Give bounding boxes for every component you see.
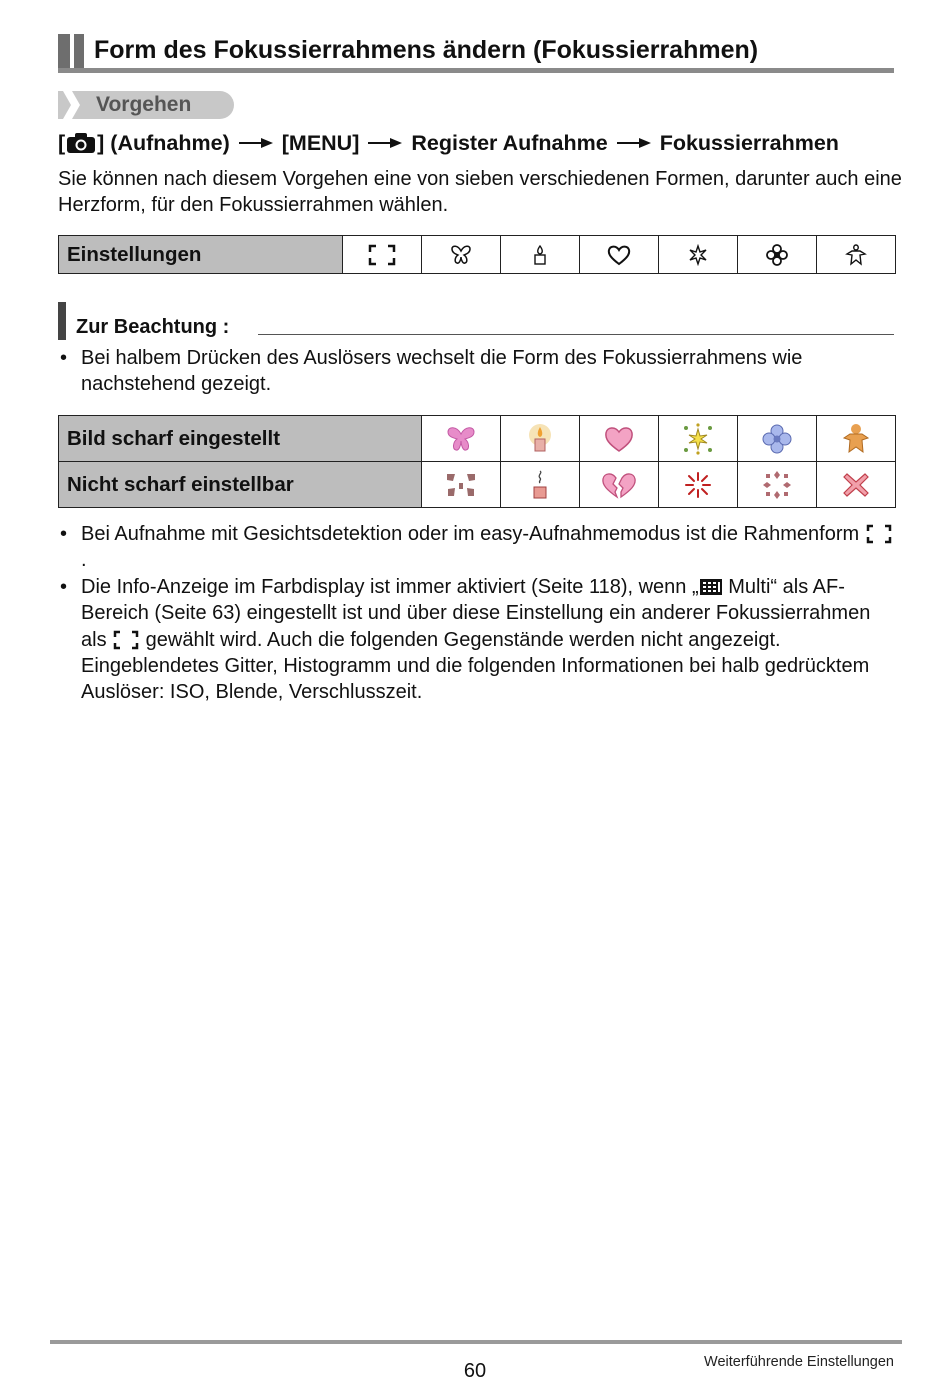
bullet-2-text-a: Bei Aufnahme mit Gesichtsdetektion oder im easy-Aufnahmemodus ist die Rahmenform <box>81 523 865 545</box>
unfocused-sparkle-cell <box>659 462 738 508</box>
multi-af-grid-icon <box>699 577 723 597</box>
note-bullet-1-text: Bei halbem Drücken des Auslösers wechselt die Form des Fokussierrahmens wie nachstehend gezeigt. <box>81 347 803 396</box>
sparkle-yellow-icon <box>681 423 715 455</box>
footer-section-title: Weiterführende Einstellungen <box>704 1354 894 1370</box>
title-underline <box>58 68 894 73</box>
path-step-menu: [MENU] <box>281 131 360 155</box>
footer-rule <box>50 1340 902 1344</box>
focused-flower-cell <box>738 416 817 462</box>
path-step-register: Register Aufnahme <box>411 131 608 155</box>
flower-blue-icon <box>762 424 792 454</box>
path-step-fokussierrahmen: Fokussierrahmen <box>659 131 839 155</box>
note-bullet-2-text <box>81 521 898 574</box>
settings-option-butterfly[interactable] <box>422 236 501 274</box>
heart-broken-icon <box>600 470 638 500</box>
settings-label: Einstellungen <box>59 236 343 274</box>
bullet-3-text-b: Multi“ als AF-Bereich (Seite 63) eingestellt ist und über diese Einstellung ein anderer Fokussierrahmen als <box>81 576 871 651</box>
focus-result-table <box>58 415 896 508</box>
settings-option-bracket[interactable] <box>343 236 422 274</box>
row-label-not-focused: Nicht scharf einstellbar <box>59 462 422 508</box>
settings-table <box>58 235 896 274</box>
gingerbread-orange-icon <box>842 423 870 455</box>
note-bar-decoration <box>58 302 66 340</box>
heart-outline-icon <box>607 244 631 266</box>
note-bullet-3 <box>58 574 898 705</box>
candle-outline-icon <box>531 244 549 266</box>
heart-pink-icon <box>604 425 634 453</box>
focused-gingerbread-cell <box>817 416 896 462</box>
butterfly-broken-icon <box>444 471 478 499</box>
bullet-dot: • <box>60 347 68 369</box>
settings-option-heart[interactable] <box>580 236 659 274</box>
settings-option-gingerbread[interactable] <box>817 236 896 274</box>
candle-out-icon <box>530 469 550 501</box>
settings-option-sparkle[interactable] <box>659 236 738 274</box>
title-bar-decoration <box>74 34 84 72</box>
butterfly-outline-icon <box>450 244 472 266</box>
page-title: Form des Fokussierrahmens ändern (Fokussierrahmen) <box>94 36 759 64</box>
note-bullet-2 <box>58 521 898 574</box>
settings-option-flower[interactable] <box>738 236 817 274</box>
path-step-aufnahme: ] (Aufnahme) <box>97 131 230 155</box>
bullet-dot: • <box>60 576 68 598</box>
camera-icon <box>66 132 96 154</box>
camera-bracket: [ <box>58 128 97 158</box>
note-bullet-1 <box>58 345 898 398</box>
focused-candle-cell <box>501 416 580 462</box>
focused-heart-cell <box>580 416 659 462</box>
menu-path <box>58 128 839 158</box>
candle-lit-icon <box>525 423 555 455</box>
unfocused-butterfly-cell <box>422 462 501 508</box>
bullet-3-text-c: gewählt wird. Auch die folgenden Gegenstände werden nicht angezeigt. <box>140 628 781 651</box>
procedure-badge-label: Vorgehen <box>96 93 192 116</box>
page-number: 60 <box>463 1360 487 1382</box>
row-label-focused: Bild scharf eingestellt <box>59 416 422 462</box>
unfocused-heart-cell <box>580 462 659 508</box>
bullet-3-text-d: Eingeblendetes Gitter, Histogramm und die folgenden Informationen bei halb gedrücktem Auslöser: ISO, Blende, Verschlusszeit. <box>81 654 870 704</box>
unfocused-flower-cell <box>738 462 817 508</box>
bracket-frame-icon <box>112 630 140 650</box>
unfocused-cross-cell <box>817 462 896 508</box>
focused-sparkle-cell <box>659 416 738 462</box>
intro-paragraph: Sie können nach diesem Vorgehen eine von sieben verschiedenen Formen, darunter auch eine Herzform, für den Fokussierrahmen wählen. <box>58 168 902 216</box>
unfocused-candle-cell <box>501 462 580 508</box>
gingerbread-outline-icon <box>845 244 867 266</box>
focused-butterfly-cell <box>422 416 501 462</box>
bullet-3-text-a: Die Info-Anzeige im Farbdisplay ist immer aktiviert (Seite 118), wenn „ <box>81 576 699 598</box>
arrow-right-icon <box>239 137 273 149</box>
note-rule <box>258 334 894 335</box>
arrow-right-icon <box>617 137 651 149</box>
sparkle-red-icon <box>684 471 712 499</box>
arrow-right-icon <box>368 137 402 149</box>
sparkle-outline-icon <box>687 244 709 266</box>
bullet-2-text-b: . <box>81 549 87 572</box>
title-bar-decoration <box>58 34 70 72</box>
bracket-frame-icon <box>865 524 893 544</box>
bracket-frame-icon <box>368 244 396 266</box>
bullet-dot: • <box>60 523 68 545</box>
settings-option-candle[interactable] <box>501 236 580 274</box>
note-bullet-3-text <box>81 574 898 705</box>
flower-scattered-icon <box>761 469 793 501</box>
butterfly-pink-icon <box>445 424 477 454</box>
flower-outline-icon <box>765 244 789 266</box>
note-title: Zur Beachtung : <box>76 316 230 338</box>
x-cross-icon <box>842 471 870 499</box>
